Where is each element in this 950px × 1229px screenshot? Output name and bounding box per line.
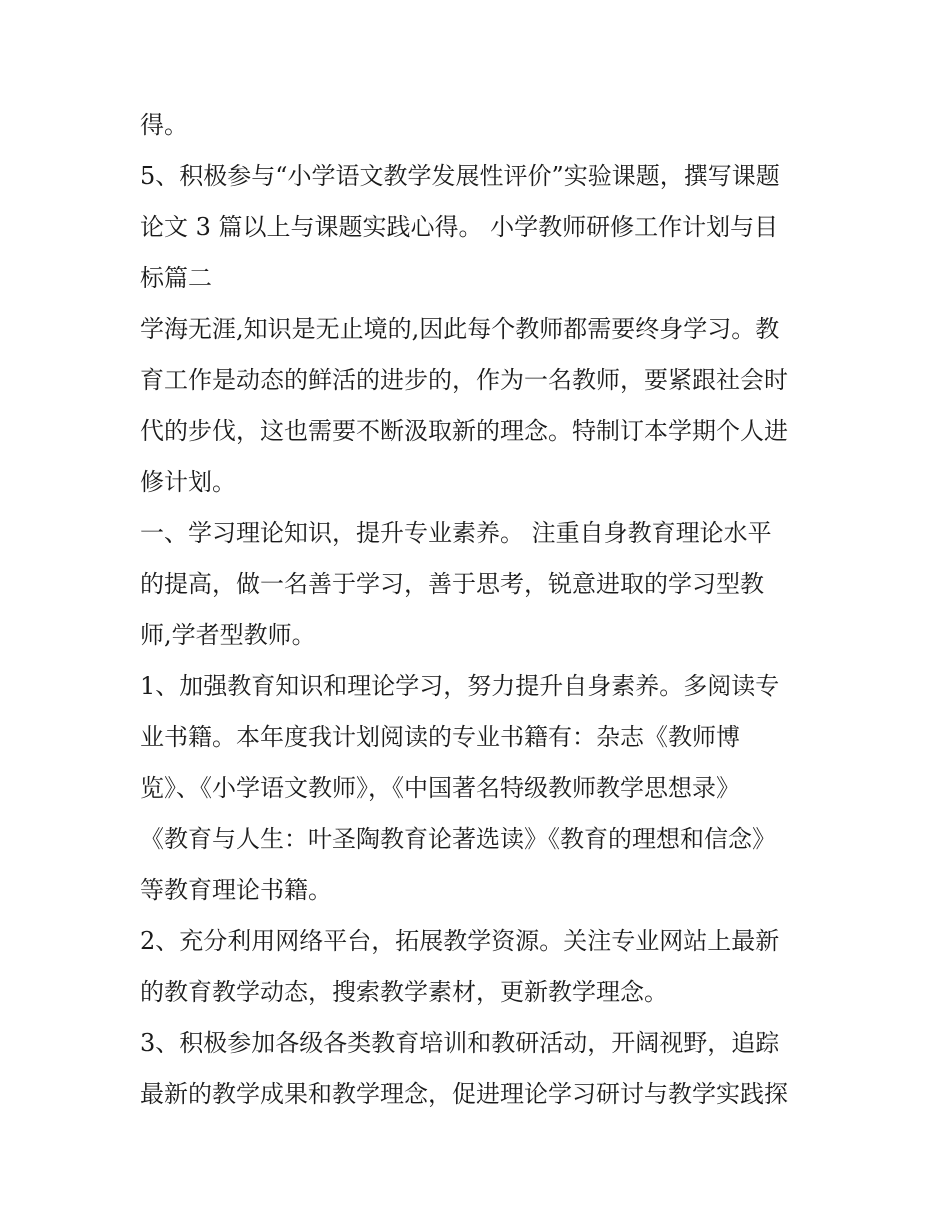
text-line: 5、积极参与“小学语文教学发展性评价”实验课题，撰写课题 xyxy=(140,162,780,190)
text-line: 等教育理论书籍。 xyxy=(140,876,332,904)
text-line: 最新的教学成果和教学理念，促进理论学习研讨与教学实践探 xyxy=(140,1080,788,1108)
text-line: 览》、《小学语文教师》，《中国著名特级教师教学思想录》 xyxy=(140,774,740,802)
text-line: 《教育与人生：叶圣陶教育论著选读》《教育的理想和信念》 xyxy=(140,825,776,853)
text-line: 育工作是动态的鲜活的进步的，作为一名教师，要紧跟社会时 xyxy=(140,366,788,394)
text-line: 一、学习理论知识，提升专业素养。 注重自身教育理论水平 xyxy=(140,519,772,547)
text-line: 师,学者型教师。 xyxy=(140,621,316,649)
text-line: 2、充分利用网络平台，拓展教学资源。关注专业网站上最新 xyxy=(140,927,780,955)
text-line: 的提高，做一名善于学习，善于思考，锐意进取的学习型教 xyxy=(140,570,764,598)
text-line: 3、积极参加各级各类教育培训和教研活动，开阔视野，追踪 xyxy=(140,1029,780,1057)
document-body xyxy=(140,100,820,1120)
text-line: 修计划。 xyxy=(140,468,236,496)
text-line: 标篇二 xyxy=(140,264,212,292)
text-line: 得。 xyxy=(140,111,188,139)
text-line: 代的步伐，这也需要不断汲取新的理念。特制订本学期个人进 xyxy=(140,417,788,445)
text-line: 学海无涯,知识是无止境的,因此每个教师都需要终身学习。教 xyxy=(140,315,780,343)
text-line: 业书籍。本年度我计划阅读的专业书籍有：杂志《教师博 xyxy=(140,723,740,751)
text-line: 论文 3 篇以上与课题实践心得。 小学教师研修工作计划与目 xyxy=(140,213,779,241)
text-line: 1、加强教育知识和理论学习，努力提升自身素养。多阅读专 xyxy=(140,672,780,700)
text-line: 的教育教学动态，搜索教学素材，更新教学理念。 xyxy=(140,978,668,1006)
